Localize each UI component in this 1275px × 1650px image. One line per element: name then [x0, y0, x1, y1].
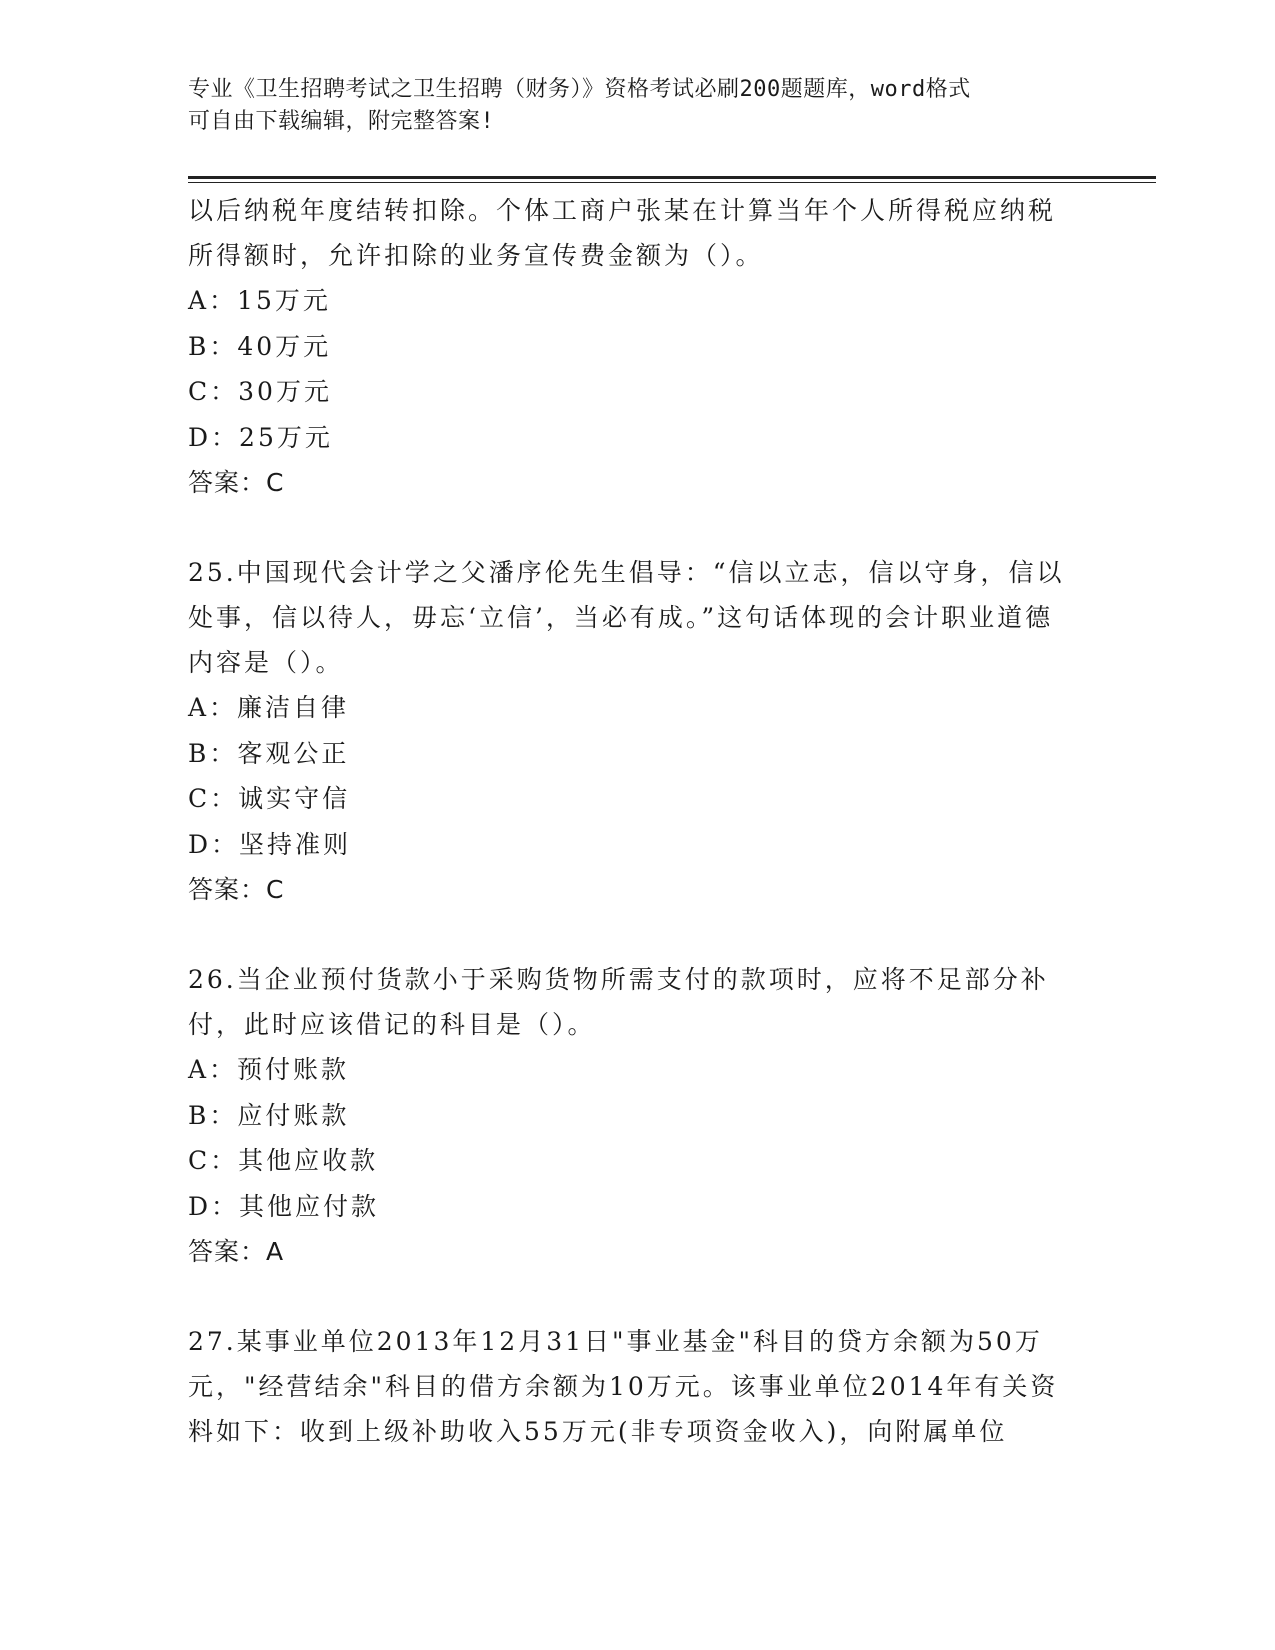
document-header	[188, 74, 1068, 138]
option-a: A：15万元	[188, 286, 331, 315]
answer: 答案：C	[188, 468, 285, 497]
question-list	[188, 188, 1068, 1454]
header-line-2: 可自由下载编辑，附完整答案!	[188, 109, 495, 134]
question-text: 25.中国现代会计学之父潘序伦先生倡导：“信以立志，信以守身，信以处事，信以待人，毋忘‘立信’，当必有成。”这句话体现的会计职业道德内容是（）。	[188, 558, 1065, 677]
option-a: A：廉洁自律	[188, 693, 350, 722]
question-text: 26.当企业预付货款小于采购货物所需支付的款项时，应将不足部分补付，此时应该借记的科目是（）。	[188, 965, 1049, 1039]
option-c: C：诚实守信	[188, 784, 351, 813]
header-rule-thin	[188, 182, 1156, 183]
header-rule-thick	[188, 176, 1156, 179]
question-text: 以后纳税年度结转扣除。个体工商户张某在计算当年个人所得税应纳税所得额时，允许扣除的业务宣传费金额为（）。	[188, 196, 1057, 270]
question-26	[188, 957, 1068, 1275]
option-a: A：预付账款	[188, 1055, 350, 1084]
question-24	[188, 188, 1068, 506]
header-line-1: 专业《卫生招聘考试之卫生招聘（财务）》资格考试必刷200题题库，word格式	[188, 77, 971, 102]
option-b: B：40万元	[188, 331, 332, 361]
option-b: B：客观公正	[188, 738, 350, 768]
option-c: C：其他应收款	[188, 1146, 379, 1175]
option-c: C：30万元	[188, 377, 332, 406]
option-b: B：应付账款	[188, 1100, 350, 1130]
option-d: D：其他应付款	[188, 1191, 380, 1221]
answer: 答案：C	[188, 875, 285, 904]
question-27	[188, 1319, 1068, 1454]
question-text: 27.某事业单位2013年12月31日"事业基金"科目的贷方余额为50万元，"经营结余"科目的借方余额为10万元。该事业单位2014年有关资料如下：收到上级补助收入55万元(非专项资金收入)，向附属单位	[188, 1327, 1059, 1446]
option-d: D：25万元	[188, 422, 333, 452]
option-d: D：坚持准则	[188, 829, 352, 859]
question-25	[188, 550, 1068, 913]
answer: 答案：A	[188, 1237, 285, 1266]
